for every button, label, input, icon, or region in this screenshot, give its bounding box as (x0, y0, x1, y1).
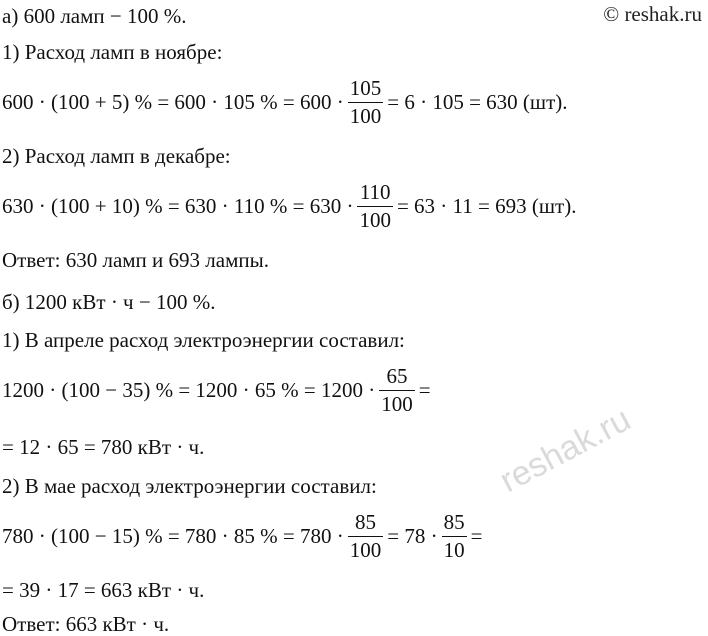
denominator: 100 (349, 104, 382, 128)
numerator: 110 (359, 180, 391, 204)
fraction (442, 512, 467, 561)
part-b-step1-formula (2, 366, 431, 415)
formula-text: = 78 · (387, 524, 438, 548)
fraction (348, 512, 384, 561)
formula-text: 600 · (100 + 5) % = 600 · 105 % = 600 · (2, 90, 344, 114)
denominator: 100 (349, 538, 382, 562)
part-a-step1-formula (2, 78, 568, 127)
site-credit: © reshak.ru (603, 2, 702, 26)
formula-text: = (470, 524, 483, 548)
part-a-step2-formula (2, 182, 576, 231)
part-b-step1-title: 1) В апреле расход электроэнергии составил: (2, 328, 405, 352)
formula-text: 630 · (100 + 10) % = 630 · 110 % = 630 · (2, 194, 354, 218)
formula-text: = 6 · 105 = 630 (шт). (387, 90, 568, 114)
formula-text: = 63 · 11 = 693 (шт). (396, 194, 577, 218)
fraction (357, 182, 393, 231)
part-b-step1-continuation: = 12 · 65 = 780 кВт · ч. (2, 435, 205, 459)
part-a-given: а) 600 ламп − 100 %. (2, 4, 187, 28)
part-a-answer: Ответ: 630 ламп и 693 лампы. (2, 248, 269, 272)
denominator: 100 (381, 392, 413, 416)
part-a-step1-title: 1) Расход ламп в ноябре: (2, 40, 223, 64)
part-b-step2-formula (2, 512, 482, 561)
watermark: reshak.ru (493, 400, 637, 501)
part-a-step2-title: 2) Расход ламп в декабре: (2, 144, 231, 168)
denominator: 100 (359, 208, 391, 232)
fraction (379, 366, 415, 415)
formula-text: 1200 · (100 − 35) % = 1200 · 65 % = 1200 · (2, 378, 376, 402)
formula-text: 780 · (100 − 15) % = 780 · 85 % = 780 · (2, 524, 344, 548)
fraction (348, 78, 384, 127)
numerator: 85 (354, 510, 376, 534)
part-b-step2-continuation: = 39 · 17 = 663 кВт · ч. (2, 578, 205, 602)
part-b-answer: Ответ: 663 кВт · ч. (2, 612, 170, 636)
numerator: 65 (386, 364, 408, 388)
denominator: 10 (443, 538, 465, 562)
part-b-step2-title: 2) В мае расход электроэнергии составил: (2, 474, 377, 498)
numerator: 105 (349, 76, 382, 100)
formula-text: = (418, 378, 431, 402)
numerator: 85 (443, 510, 465, 534)
part-b-given: б) 1200 кВт · ч − 100 %. (2, 290, 216, 314)
